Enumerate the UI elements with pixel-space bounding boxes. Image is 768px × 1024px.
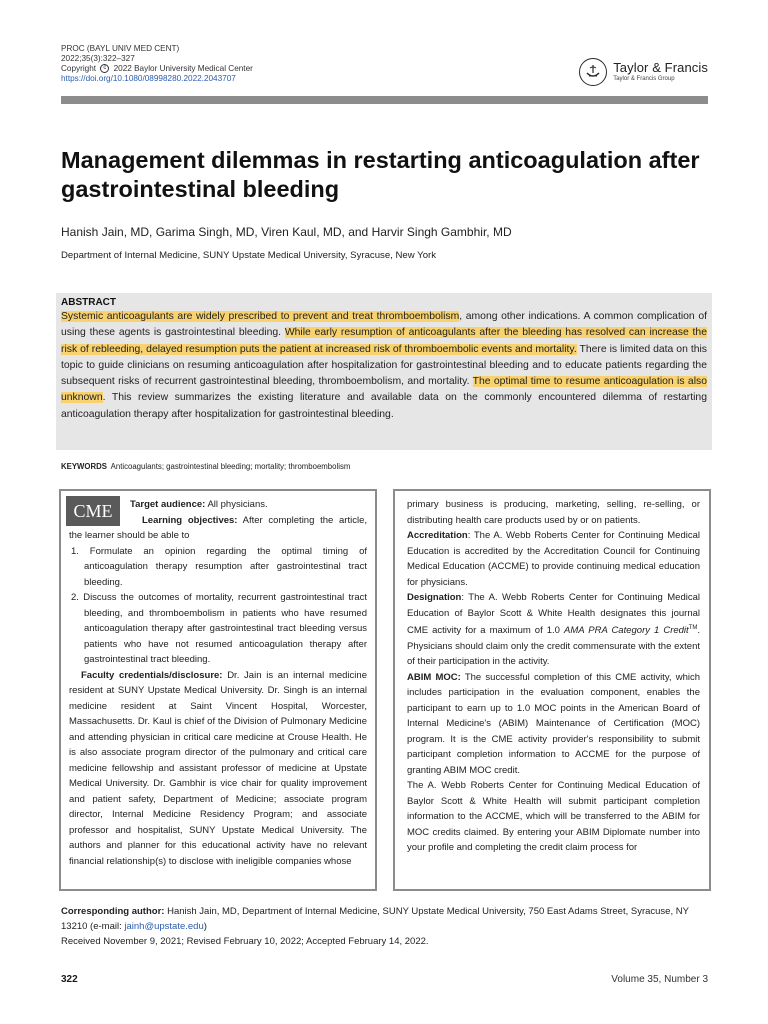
corresponding-author [61, 904, 711, 934]
target-text: All physicians. [205, 499, 268, 510]
list-item: 2. Discuss the outcomes of mortality, recurrent gastrointestinal tract bleeding, and thromboembolism in patients who have resumed anticoagulation therapy after gastrointestinal tract bleeding versus patients who have not resumed anticoagulation therapy after gastrointestinal tract bleeding. [71, 592, 367, 665]
cme-right-text [407, 497, 700, 856]
abim-text: The successful completion of this CME activity, which includes participation in the evaluation component, enables the participant to earn up to 1.0 MOC points in the American Board of Internal Medicine's (ABIM) Maintenance of Certification (MOC) program. It is the CME activity provider's responsibility to submit participant completion information to ACCME for the purpose of granting ABIM MOC credit. [407, 671, 700, 776]
objectives-list [69, 544, 367, 668]
corresponding-author-block [61, 904, 711, 949]
cme-badge: CME [66, 496, 120, 526]
publisher-logo-icon [579, 58, 607, 86]
designation-label: Designation [407, 592, 462, 603]
keywords [61, 462, 350, 471]
abstract-sentence: There is limited data on this topic to guide clinicians on resuming anticoagulation after hospitalization for gastrointestinal bleeding and to educate patients regarding the subsequent risks of recurrent gastrointestinal bleeding, thromboembolism, and mortality. [61, 343, 707, 388]
journal-header [61, 44, 253, 84]
cme-left-text [69, 497, 367, 869]
objectives-label: Learning objectives: [142, 514, 238, 526]
highlighted-sentence[interactable]: The optimal time to resume anticoagulation is also unknown [61, 376, 707, 404]
corresponding-text: Hanish Jain, MD, Department of Internal Medicine, SUNY Upstate Medical University, 750 East Adams Street, Syracuse, NY 13210 (e-mail: [61, 906, 689, 932]
copyright-text: 2022 Baylor University Medical Center [113, 64, 253, 73]
accreditation-label: Accreditation [407, 530, 468, 541]
citation: 2022;35(3):322–327 [61, 54, 135, 63]
header-divider [61, 96, 708, 104]
corresponding-label: Corresponding author: [61, 906, 165, 917]
cme-box-right [393, 489, 711, 891]
keywords-text: Anticoagulants; gastrointestinal bleeding; mortality; thromboembolism [110, 462, 351, 471]
email-link[interactable]: jainh@upstate.edu [124, 921, 204, 932]
keywords-label: KEYWORDS [61, 462, 107, 471]
faculty-disclosure [69, 668, 367, 870]
publisher-name: Taylor & Francis [613, 60, 708, 75]
received-dates: Received November 9, 2021; Revised February 10, 2022; Accepted February 14, 2022. [61, 936, 429, 947]
abstract-text [61, 309, 707, 423]
objectives-intro: After completing the article, the learner should be able to [69, 514, 367, 541]
corresponding-close: ) [203, 921, 207, 932]
trademark-mark: TM [688, 625, 698, 631]
abim-moc [407, 670, 700, 779]
abstract-heading: ABSTRACT [61, 297, 116, 308]
doi-link[interactable]: https://doi.org/10.1080/08998280.2022.2043707 [61, 74, 236, 83]
volume-info: Volume 35, Number 3 [611, 974, 708, 985]
publisher-group: Taylor & Francis Group [613, 76, 675, 82]
highlighted-sentence[interactable]: While early resumption of anticoagulants after the bleeding has resolved can increase the risk of rebleeding, delayed resumption puts the patient at increased risk of thromboembolic events and mortality. [61, 327, 707, 355]
author-list: Hanish Jain, MD, Garima Singh, MD, Viren Kaul, MD, and Harvir Singh Gambhir, MD [61, 225, 512, 239]
copyright-line [61, 64, 253, 74]
designation-text-b: . Physicians should claim only the credit commensurate with the extent of their participation in the activity. [407, 625, 700, 668]
moc-submission: The A. Webb Roberts Center for Continuing Medical Education of Baylor Scott & White Health will submit participant completion information to the ACCME, which will be transferred to the ABIM for MOC credits claimed. By entering your ABIM Diplomate number into your profile and completing the credit claim process for [407, 780, 700, 854]
affiliation: Department of Internal Medicine, SUNY Upstate Medical University, Syracuse, New York [61, 250, 437, 261]
designation-text-a: : The A. Webb Roberts Center for Continuing Medical Education of Baylor Scott & White Health designates this journal CME activity for a maximum of 1.0 [407, 592, 700, 637]
faculty-label: Faculty credentials/disclosure: [81, 669, 223, 681]
highlighted-sentence[interactable]: Systemic anticoagulants are widely prescribed to prevent and treat thromboembolism [61, 311, 460, 322]
abstract-box [56, 293, 712, 450]
copyright-icon: c [100, 64, 109, 73]
abim-label: ABIM MOC: [407, 671, 461, 683]
page-number: 322 [61, 974, 78, 985]
faculty-text: Dr. Jain is an internal medicine resident at SUNY Upstate Medical University. Dr. Singh is an internal medicine resident at Saint Vincent Hospital, Worcester, Massachusetts. Dr. Kaul is chief of the Division of Pulmonary Medicine and attending physician in critical care medicine at Crouse Health. He is also associate program director of the pulmonary and critical care medicine fellowship and assistant professor of medicine at Upstate Medical University. Dr. Gambhir is vice chair for quality improvement and patient safety, Department of Medicine; associate program director, Internal Medicine Residency Program; and associate professor and hospitalist, SUNY Upstate Medical University. The authors and planner for this educational activity have no relevant financial relationship(s) to disclose with ineligible companies whose [69, 669, 367, 867]
abstract-sentence: . This review summarizes the existing literature and available data on the commonly encountered dilemma of restarting anticoagulation therapy after hospitalization for gastrointestinal bleeding. [61, 392, 707, 420]
journal-name: PROC (BAYL UNIV MED CENT) [61, 44, 180, 53]
list-item: 1. Formulate an opinion regarding the optimal timing of anticoagulation therapy resumption after gastrointestinal tract bleeding. [71, 545, 367, 588]
cme-box-left [59, 489, 377, 891]
designation-credit: AMA PRA Category 1 Credit [563, 625, 689, 637]
accreditation-text: : The A. Webb Roberts Center for Continuing Medical Education is accredited by the Accreditation Council for Continuing Medical Education (ACCME) to provide continuing medical education for physicians. [407, 530, 700, 588]
copyright-label: Copyright [61, 64, 97, 73]
target-label: Target audience: [130, 499, 206, 510]
designation [407, 590, 700, 670]
publisher-logo-block [579, 58, 708, 86]
abstract-sentence: , among other indications. A common complication of using these agents is gastrointestinal bleeding. [61, 311, 707, 339]
accreditation [407, 528, 700, 590]
disclosure-continued: primary business is producing, marketing, selling, re-selling, or distributing health care products used by or on patients. [407, 499, 700, 526]
article-title: Management dilemmas in restarting anticoagulation after gastrointestinal bleeding [61, 147, 700, 202]
